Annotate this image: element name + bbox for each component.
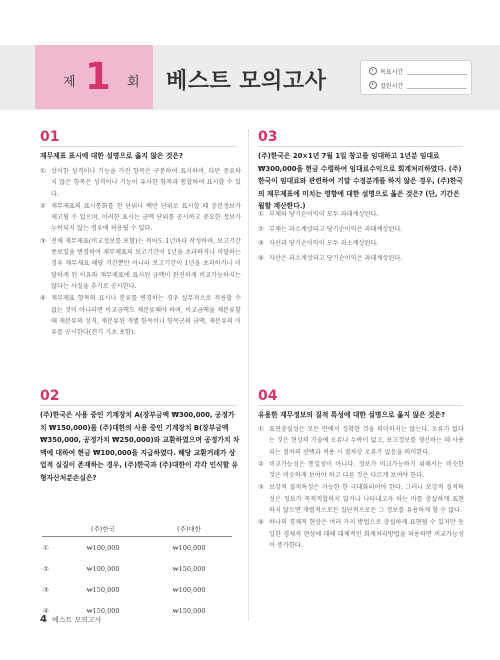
question-number: 01 xyxy=(40,129,60,145)
option-number: ① xyxy=(40,167,46,175)
option-number: ② xyxy=(258,224,264,233)
table-cell: ₩100,000 xyxy=(86,564,120,573)
round-prefix: 제 xyxy=(63,75,76,90)
round-number: 1 xyxy=(85,55,111,98)
answer-table xyxy=(42,520,232,621)
header-cell: (주)한국 xyxy=(60,520,146,537)
option-list xyxy=(258,424,464,552)
option-item[interactable] xyxy=(258,459,464,482)
option-number: ② xyxy=(258,459,264,468)
option-text: 보강적 질적특성은 가능한 한 극대화되어야 한다. 그러나 보강적 질적특성은 정보가 목적적합하지 않거나 나타내고자 하는 바를 충실하게 표현하지 않으면 개별적으로든 집단적으로든 그 정보를 유용하게 할 수 없다. xyxy=(269,484,464,515)
option-number: ④ xyxy=(43,606,49,615)
question-stem: (주)한국은 사용 중인 기계장치 A(장부금액 ₩300,000, 공정가치 ₩150,000)를 (주)대한의 사용 중인 기계장치 B(장부금액 ₩350,000, 공정가치 ₩250,000)와 교환하였으며 공정가치 차액에 대하여 현금 ₩100,000을 지급하였다. 해당 교환거래가 상업적 실질이 존재하는 경우, (주)한국과 (주)대한이 각각 인식할 유형자산처분손실은? xyxy=(40,411,240,482)
option-text: 비교가능성은 통일성이 아니다. 정보가 비교가능하기 위해서는 비슷한 것은 비슷하게 보여야 하고 다른 것은 다르게 보여야 한다. xyxy=(269,460,464,480)
footer-label: 베스트 모의고사 xyxy=(51,615,102,624)
option-number: ③ xyxy=(258,483,264,492)
option-item[interactable] xyxy=(40,201,241,235)
question-stem: 재무제표 표시에 대한 설명으로 옳지 않은 것은? xyxy=(40,152,183,160)
option-text: 전체 재무제표(비교정보를 포함)는 적어도 1년마다 작성하며, 보고기간종료일을 변경하여 재무제표의 보고기간이 1년을 초과하거나 미달하는 경우 재무제표 해당 기간뿐만 아니라 보고기간이 1년을 초과하거나 미달하게 된 이유와 재무제표에 표시된 금액이 완전하게 비교가능하지는 않다는 사실을 추가로 공시한다. xyxy=(51,237,241,290)
target-time-row xyxy=(369,64,467,78)
table-row[interactable] xyxy=(42,558,232,579)
table-row[interactable] xyxy=(42,537,232,559)
table-cell: ₩150,000 xyxy=(172,606,206,615)
option-item[interactable] xyxy=(258,482,464,516)
option-text: 재무제표의 표시통화를 천 단위나 백만 단위로 표시할 때 충분정보가 제고될 수 있으며, 이러한 표시는 금액 단위를 공시하고 중요한 정보가 누락되지 않는 경우에 허용될 수 있다. xyxy=(51,202,241,233)
option-text: 부채는 과소계상되고 당기순이익은 과대계상된다. xyxy=(269,225,403,233)
target-time-blank xyxy=(407,68,467,75)
header-cell xyxy=(42,520,60,537)
answer-table-header xyxy=(42,520,232,537)
round-suffix: 회 xyxy=(127,75,140,90)
option-text: 하나의 경제적 현상은 여러 가지 방법으로 충실하게 표현될 수 있지만 동일한 경제적 현상에 대해 대체적인 회계처리방법을 허용하면 비교가능성이 증가한다. xyxy=(269,519,464,549)
header-cell: (주)대한 xyxy=(146,520,232,537)
option-item[interactable] xyxy=(258,223,464,237)
question-rule xyxy=(40,405,236,406)
option-number: ④ xyxy=(258,518,264,527)
elapsed-time-blank xyxy=(407,82,467,89)
option-text: 자산과 당기순이익이 모두 과소계상된다. xyxy=(269,240,379,247)
option-text: 부채와 당기순이익이 모두 과대계상된다. xyxy=(269,211,379,218)
option-item[interactable] xyxy=(40,166,241,200)
column-divider xyxy=(248,130,249,620)
option-item[interactable] xyxy=(40,236,241,292)
option-number: ④ xyxy=(258,253,264,262)
option-text: 표현충실성은 모든 면에서 정확한 것을 의미하지는 않는다. 오류가 없다는 것은 현상의 기술에 오류나 누락이 없고, 보고정보를 생산하는 데 사용되는 절차의 선택과 적용 시 절차상 오류가 없음을 의미한다. xyxy=(269,426,464,456)
exam-title: 베스트 모의고사 xyxy=(166,69,327,94)
question-number: 02 xyxy=(40,388,60,404)
question-rule xyxy=(258,405,463,406)
option-number: ① xyxy=(43,543,49,552)
option-item[interactable] xyxy=(258,517,464,551)
page-footer xyxy=(40,614,102,625)
option-item[interactable] xyxy=(258,424,464,458)
option-text: 자산은 과소계상되고 당기순이익은 과대계상된다. xyxy=(269,254,403,262)
table-cell: ₩150,000 xyxy=(172,564,206,573)
question-stem: (주)한국은 20×1년 7월 1일 창고를 임대하고 1년분 임대료 ₩300,000을 현금 수령하여 임대료수익으로 회계처리하였다. (주)한국이 임대료와 관련하여 기말 수정분개를 하지 않은 경우, (주)한국의 재무제표에 미치는 영향에 대한 설명으로 옳은 것은? (단, 기간은 월할 계산한다.) xyxy=(258,152,464,210)
question-stem: 유용한 재무정보의 질적 특성에 대한 설명으로 옳지 않은 것은? xyxy=(258,411,446,419)
option-text: 재무제표 항목의 표시나 분류를 변경하는 경우 실무적으로 적용할 수 없는 것이 아니라면 비교금액도 재분류해야 하며, 비교금액을 재분류할 때 재분류의 성격, 재분류된 개별 항목이나 항목군의 금액, 재분류의 이유를 공시한다(전기 기초 포함). xyxy=(51,295,241,337)
option-number: ① xyxy=(258,210,264,218)
time-record-box xyxy=(360,60,472,95)
option-number: ② xyxy=(43,564,49,573)
option-item[interactable] xyxy=(258,252,464,266)
target-time-label: 목표시간 xyxy=(380,68,404,76)
option-number: ③ xyxy=(258,239,264,247)
question-rule xyxy=(258,146,463,147)
option-number: ② xyxy=(40,201,46,210)
table-cell: ₩150,000 xyxy=(86,585,120,594)
table-cell: ₩100,000 xyxy=(172,543,206,552)
table-cell: ₩100,000 xyxy=(86,543,120,552)
elapsed-time-row xyxy=(369,78,467,92)
option-number: ③ xyxy=(40,236,46,245)
round-badge xyxy=(35,45,153,109)
elapsed-time-label: 걸린시간 xyxy=(380,82,404,90)
option-list xyxy=(40,166,241,339)
option-item[interactable] xyxy=(40,293,241,338)
option-number: ④ xyxy=(40,294,46,303)
option-number: ① xyxy=(258,425,264,433)
option-list xyxy=(258,208,464,266)
question-number: 04 xyxy=(258,388,278,404)
clock-icon xyxy=(369,81,377,89)
option-item[interactable] xyxy=(258,208,464,222)
table-cell: ₩150,000 xyxy=(86,606,120,615)
question-rule xyxy=(40,146,236,147)
option-item[interactable] xyxy=(258,237,464,251)
clock-icon xyxy=(369,67,377,75)
option-text: 상이한 성격이나 기능을 가진 항목은 구분하여 표시하며, 다만 중요하지 않은 항목은 성격이나 기능이 유사한 항목과 통합하여 표시할 수 있다. xyxy=(51,168,241,198)
page-number: 4 xyxy=(40,614,47,625)
table-cell: ₩100,000 xyxy=(172,585,206,594)
option-number: ③ xyxy=(43,585,49,594)
table-row[interactable] xyxy=(42,579,232,600)
question-number: 03 xyxy=(258,129,278,145)
